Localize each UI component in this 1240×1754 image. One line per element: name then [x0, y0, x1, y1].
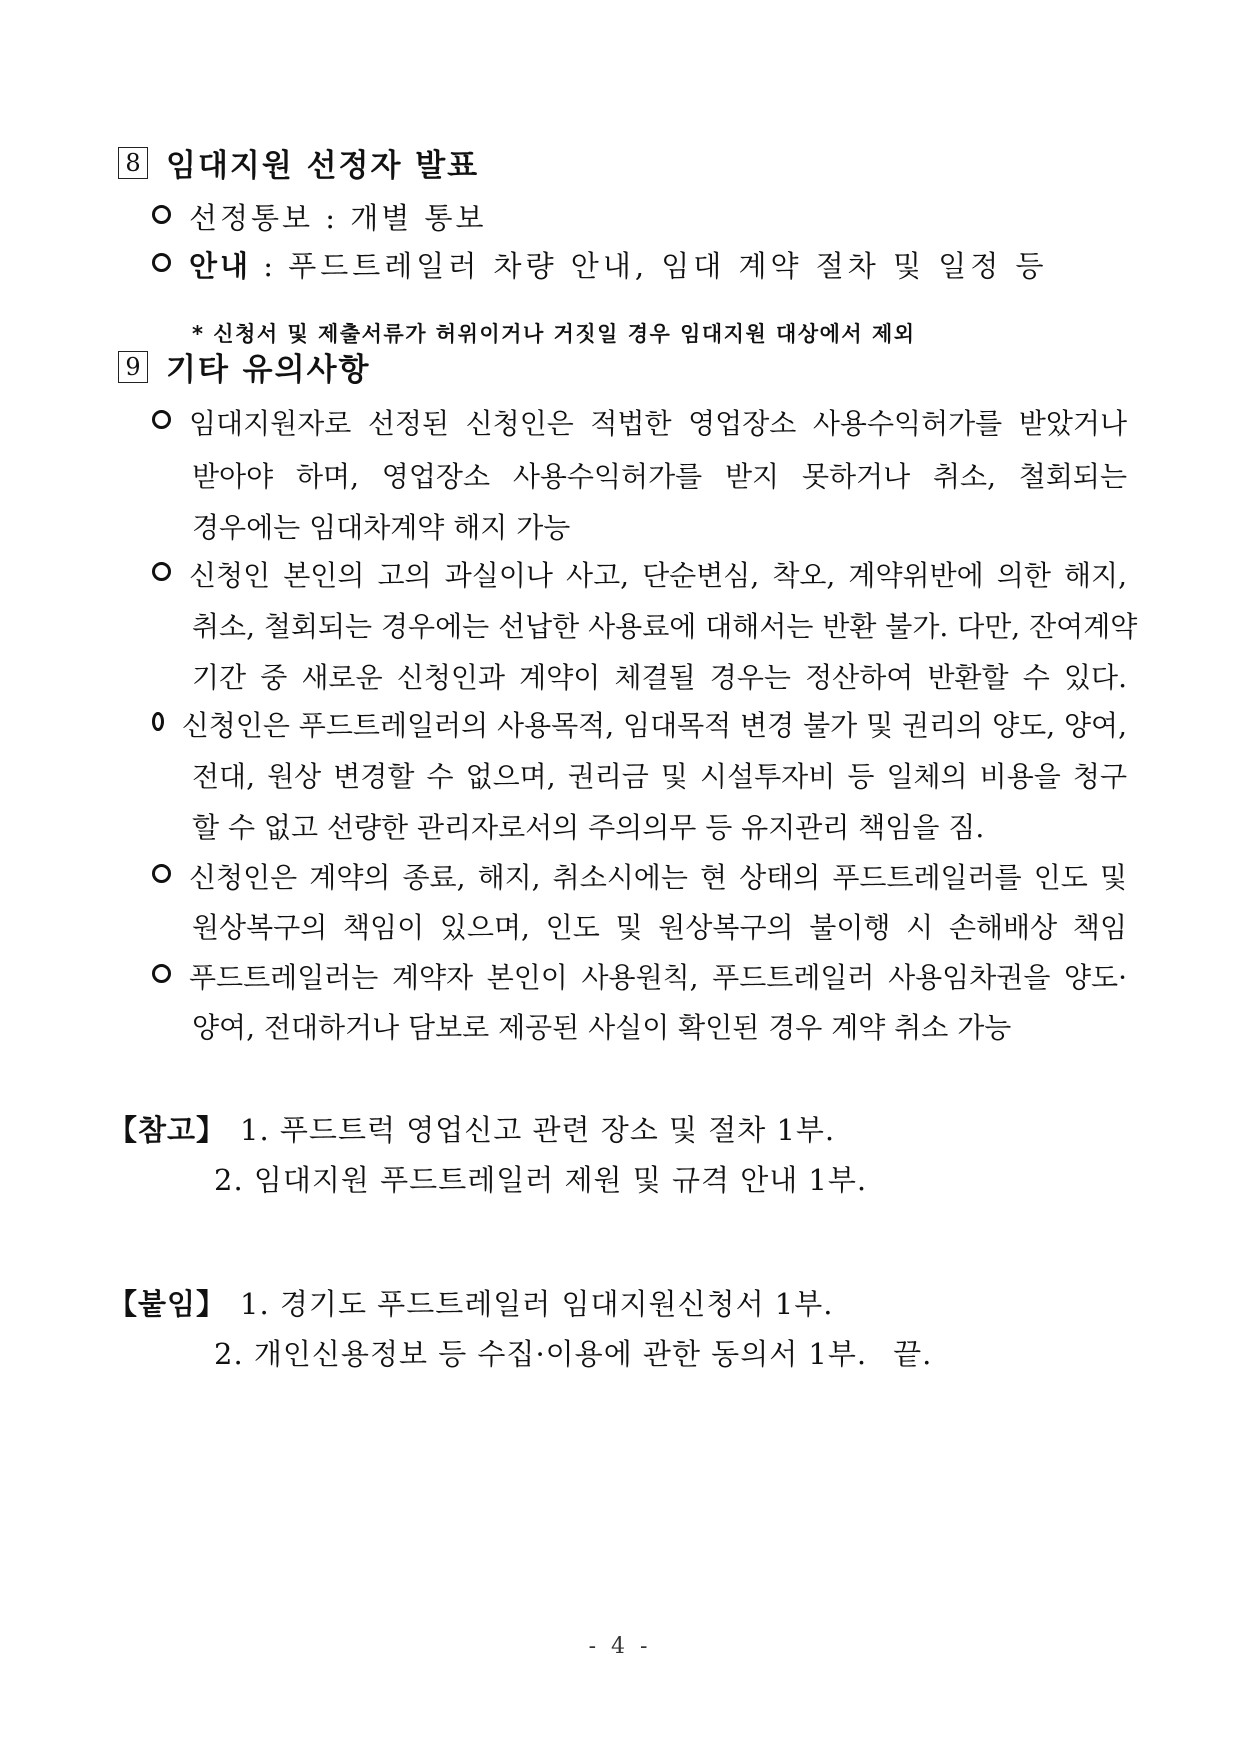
attachment-label: 【붙임】: [108, 1287, 227, 1321]
attachment-text: 1. 경기도 푸드트레일러 임대지원신청서 1부.: [240, 1287, 834, 1321]
item-line: 푸드트레일러는 계약자 본인이 사용원칙, 푸드트레일러 사용임차권을 양도·: [189, 961, 1127, 994]
end-mark: 끝.: [893, 1337, 933, 1371]
circle-bullet-icon: [152, 562, 171, 581]
item-separator: :: [313, 201, 351, 235]
circle-bullet-icon: [152, 864, 171, 883]
section-title: 임대지원 선정자 발표: [166, 148, 480, 184]
reference-text: 1. 푸드트럭 영업신고 관련 장소 및 절차 1부.: [240, 1113, 836, 1147]
circle-bullet-icon: [152, 964, 171, 983]
section-8-heading: [118, 140, 479, 185]
reference-text: 2. 임대지원 푸드트레일러 제원 및 규격 안내 1부.: [214, 1163, 868, 1197]
circle-bullet-icon: [152, 712, 164, 731]
attachment-item: [108, 1282, 833, 1323]
item-line: 원상복구의 책임이 있으며, 인도 및 원상복구의 불이행 시 손해배상 책임: [192, 911, 1127, 944]
item-line: 할 수 없고 선량한 관리자로서의 주의의무 등 유지관리 책임을 짐.: [192, 811, 985, 844]
reference-label: 【참고】: [108, 1113, 227, 1147]
circle-bullet-icon: [152, 253, 171, 272]
item-line: 양여, 전대하거나 담보로 제공된 사실이 확인된 경우 계약 취소 가능: [192, 1011, 1012, 1044]
list-item: [152, 704, 1127, 744]
item-label: 선정통보: [189, 201, 314, 235]
item-line: 신청인은 계약의 종료, 해지, 취소시에는 현 상태의 푸드트레일러를 인도 및: [189, 861, 1127, 894]
item-line: 신청인 본인의 고의 과실이나 사고, 단순변심, 착오, 계약위반에 의한 해지,: [189, 559, 1127, 592]
list-item: [152, 856, 1127, 896]
item-line: 신청인은 푸드트레일러의 사용목적, 임대목적 변경 불가 및 권리의 양도, 양여,: [181, 709, 1127, 742]
page-number: - 4 -: [588, 1634, 652, 1659]
item-text: 개별 통보: [350, 201, 487, 235]
circle-bullet-icon: [152, 205, 171, 224]
section-number: 9: [118, 351, 148, 383]
section-number: 8: [118, 147, 148, 179]
item-text: 푸드트레일러 차량 안내, 임대 계약 절차 및 일정 등: [288, 249, 1048, 283]
item-line: 전대, 원상 변경할 수 없으며, 권리금 및 시설투자비 등 일체의 비용을 청구: [192, 760, 1127, 793]
section-9-heading: [118, 344, 370, 389]
list-item: [152, 244, 1048, 285]
list-item: [152, 554, 1127, 594]
item-line: 취소, 철회되는 경우에는 선납한 사용료에 대해서는 반환 불가. 다만, 잔여계약: [192, 610, 1138, 643]
attachment-item: [214, 1332, 932, 1373]
circle-bullet-icon: [152, 410, 171, 429]
note-text: * 신청서 및 제출서류가 허위이거나 거짓일 경우 임대지원 대상에서 제외: [192, 322, 916, 346]
item-line: 임대지원자로 선정된 신청인은 적법한 영업장소 사용수익허가를 받았거나: [189, 407, 1127, 440]
item-line: 받아야 하며, 영업장소 사용수익허가를 받지 못하거나 취소, 철회되는: [192, 460, 1127, 493]
item-label: 안내: [189, 249, 252, 283]
item-line: 경우에는 임대차계약 해지 가능: [192, 511, 571, 544]
list-item: [152, 196, 487, 237]
list-item: [152, 956, 1127, 996]
reference-item: [108, 1108, 835, 1149]
reference-item: [214, 1158, 867, 1199]
attachment-text: 2. 개인신용정보 등 수집·이용에 관한 동의서 1부.: [214, 1337, 868, 1371]
list-item: [152, 402, 1127, 442]
item-separator: :: [251, 249, 289, 283]
section-title: 기타 유의사항: [166, 352, 371, 388]
item-line: 기간 중 새로운 신청인과 계약이 체결될 경우는 정산하여 반환할 수 있다.: [192, 661, 1127, 694]
